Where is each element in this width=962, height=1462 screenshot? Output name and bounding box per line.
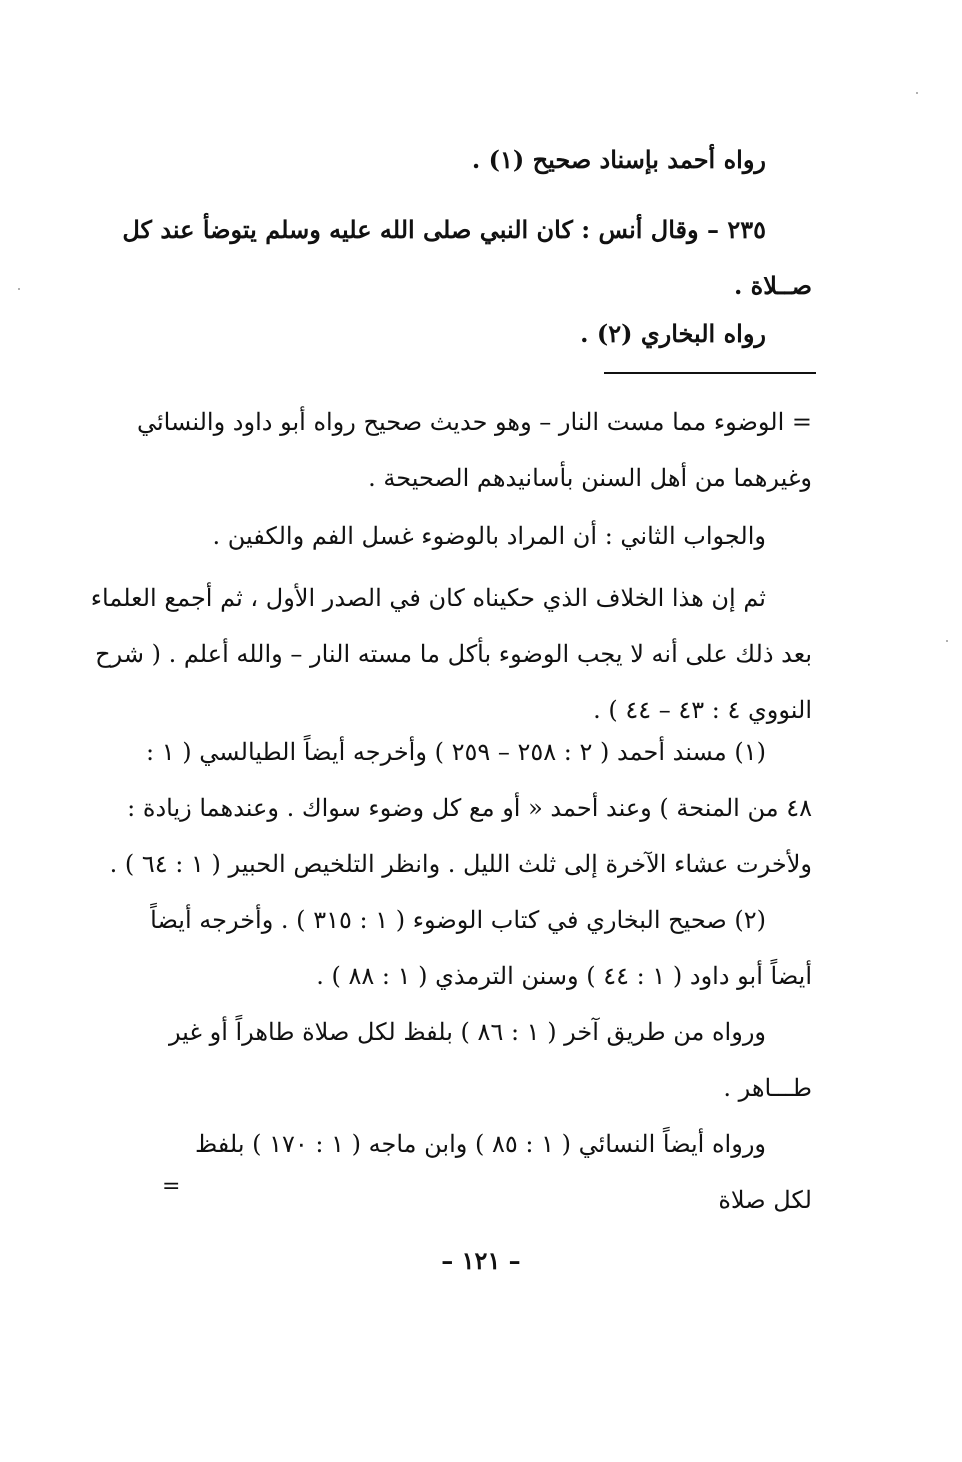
footnote-1-line-3: ولأخرت عشاء الآخرة إلى ثلث الليل . وانظر التلخيص الحبير ( ١ : ٦٤ ) . [109,850,812,878]
footnote-continued-line-1: = الوضوء مما مست النار – وهو حديث صحيح رواه أبو داود والنسائي [136,408,812,436]
footnote-1 [109,724,812,892]
footnote-answer-line: والجواب الثاني : أن المراد بالوضوء غسل الفم والكفين . [212,522,766,550]
scan-speck [18,288,20,290]
page-number: – ١٢١ – [441,1246,521,1275]
footnote-2-line-2: أيضاً أبو داود ( ١ : ٤٤ ) وسنن الترمذي ( ١ : ٨٨ ) . [316,962,812,990]
footnote-consensus-line-1: ثم إن هذا الخلاف الذي حكيناه كان في الصدر الأول ، ثم أجمع العلماء [90,584,766,612]
footnote-nasai-line-1: ورواه أيضاً النسائي ( ١ : ٨٥ ) وابن ماجه ( ١ : ١٧٠ ) بلفظ [194,1130,766,1158]
footnote-consensus-line-3: النووي ٤ : ٤٣ – ٤٤ ) . [593,696,812,724]
scan-speck [916,92,918,94]
hadith-source-line [152,132,812,188]
footnote-consensus-line-2: بعد ذلك على أنه لا يجب الوضوء بأكل ما مسته النار – والله أعلم . ( شرح [95,640,812,668]
footnote-consensus [90,570,812,738]
footnote-separator [604,372,816,374]
scan-speck [946,640,948,642]
footnote-1-line-1: (١) مسند أحمد ( ٢ : ٢٥٨ – ٢٥٩ ) وأخرجه أيضاً الطيالسي ( ١ : [145,738,766,766]
continuation-mark: = [162,1174,181,1199]
hadith-ahmad-source: رواه أحمد بإسناد صحيح (١) . [471,145,766,174]
hadith-235-line-1: ٢٣٥ – وقال أنس : كان النبي صلى الله عليه وسلم يتوضأ عند كل [122,215,766,244]
footnote-2-line-1: (٢) صحيح البخاري في كتاب الوضوء ( ١ : ٣١٥ ) . وأخرجه أيضاً [150,906,766,934]
footnote-other-path-line-2: طـــاهر . [723,1074,812,1102]
footnote-continued-line-2: وغيرهما من أهل السنن بأسانيدهم الصحيحة . [368,464,812,492]
hadith-235-line-2: صــلاة . [733,271,812,300]
footnote-nasai [152,1116,812,1228]
hadith-235 [122,202,812,314]
hadith-235-source [152,306,812,362]
footnote-answer [152,508,812,564]
footnote-other-path-line-1: ورواه من طريق آخر ( ١ : ٨٦ ) بلفظ لكل صلاة طاهراً أو غير [168,1018,766,1046]
hadith-bukhari-source: رواه البخاري (٢) . [580,319,766,348]
footnote-1-line-2: ٤٨ من المنحة ) وعند أحمد « أو مع كل وضوء سواك . وعندهما زيادة : [127,794,812,822]
footnote-continued [136,394,812,506]
footnote-2 [152,892,812,1004]
footnote-other-path [152,1004,812,1116]
footnote-nasai-line-2: لكل صلاة [718,1186,812,1214]
